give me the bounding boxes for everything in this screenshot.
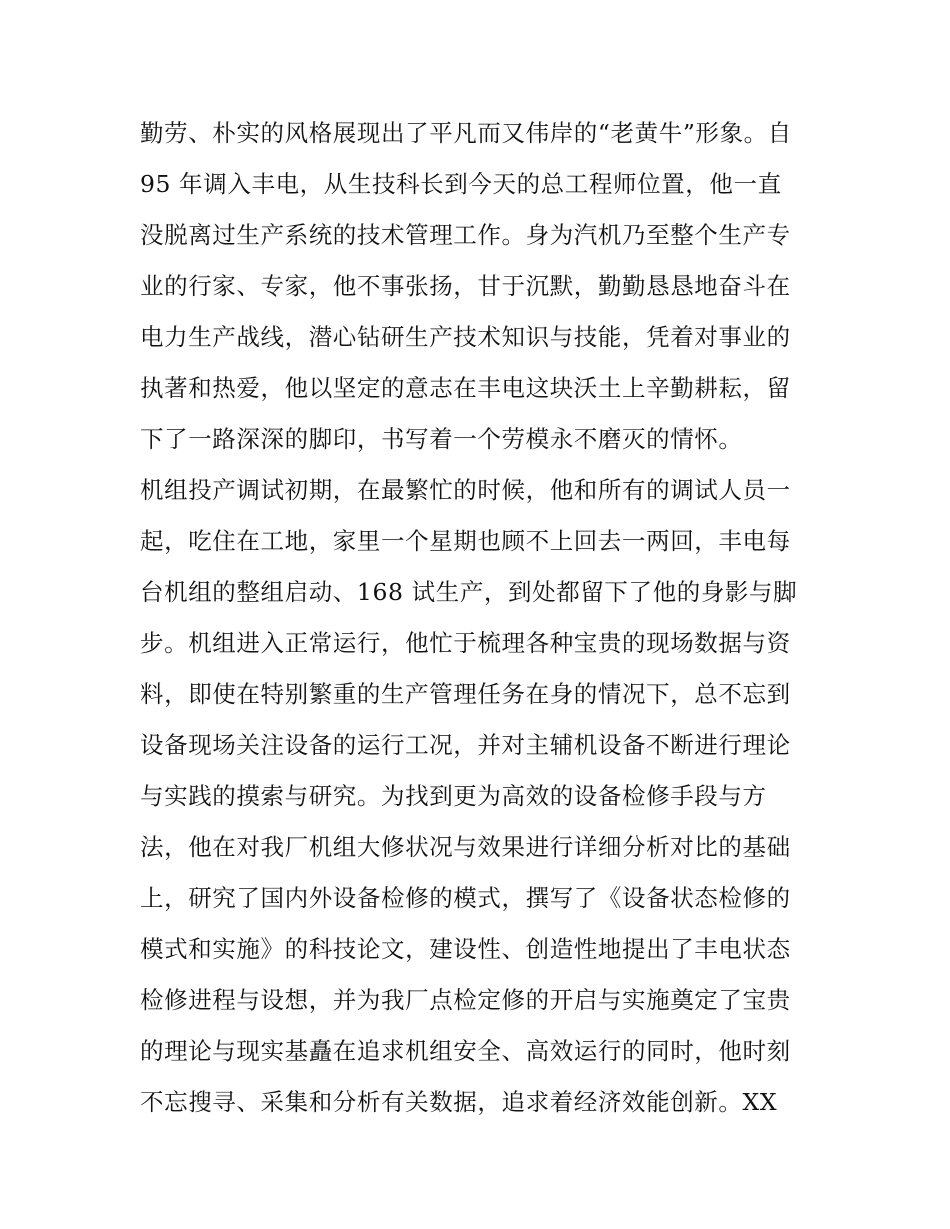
text-line: 起，吃住在工地，家里一个星期也顾不上回去一两回，丰电每 [140, 527, 791, 555]
text-line: 执著和热爱，他以坚定的意志在丰电这块沃土上辛勤耕耘，留 [140, 374, 791, 402]
text-line: 的理论与现实基矗在追求机组安全、高效运行的同时，他时刻 [140, 1037, 791, 1065]
text-line: 设备现场关注设备的运行工况，并对主辅机设备不断进行理论 [140, 731, 791, 759]
text-line: 95 年调入丰电，从生技科长到今天的总工程师位置，他一直 [140, 170, 782, 198]
text-line: 台机组的整组启动、168 试生产，到处都留下了他的身影与脚 [140, 578, 798, 606]
text-line: 不忘搜寻、采集和分析有关数据，追求着经济效能创新。XX [140, 1088, 778, 1116]
text-line: 检修进程与设想，并为我厂点检定修的开启与实施奠定了宝贵 [140, 986, 791, 1014]
text-line: 勤劳、朴实的风格展现出了平凡而又伟岸的“老黄牛”形象。自 [140, 119, 792, 147]
text-line: 法，他在对我厂机组大修状况与效果进行详细分析对比的基础 [140, 833, 791, 861]
body-text [140, 108, 840, 1128]
text-line: 业的行家、专家，他不事张扬，甘于沉默，勤勤恳恳地奋斗在 [140, 272, 791, 300]
text-line: 步。机组进入正常运行，他忙于梳理各种宝贵的现场数据与资 [140, 629, 791, 657]
text-line: 没脱离过生产系统的技术管理工作。身为汽机乃至整个生产专 [140, 221, 791, 249]
text-line: 机组投产调试初期，在最繁忙的时候，他和所有的调试人员一 [140, 476, 791, 504]
text-line: 上，研究了国内外设备检修的模式，撰写了《设备状态检修的 [140, 884, 791, 912]
text-line: 模式和实施》的科技论文，建设性、创造性地提出了丰电状态 [140, 935, 791, 963]
text-line: 与实践的摸索与研究。为找到更为高效的设备检修手段与方 [140, 782, 767, 810]
text-line: 料，即使在特别繁重的生产管理任务在身的情况下，总不忘到 [140, 680, 791, 708]
text-line: 电力生产战线，潜心钻研生产技术知识与技能，凭着对事业的 [140, 323, 791, 351]
text-line: 下了一路深深的脚印，书写着一个劳模永不磨灭的情怀。 [140, 425, 743, 453]
